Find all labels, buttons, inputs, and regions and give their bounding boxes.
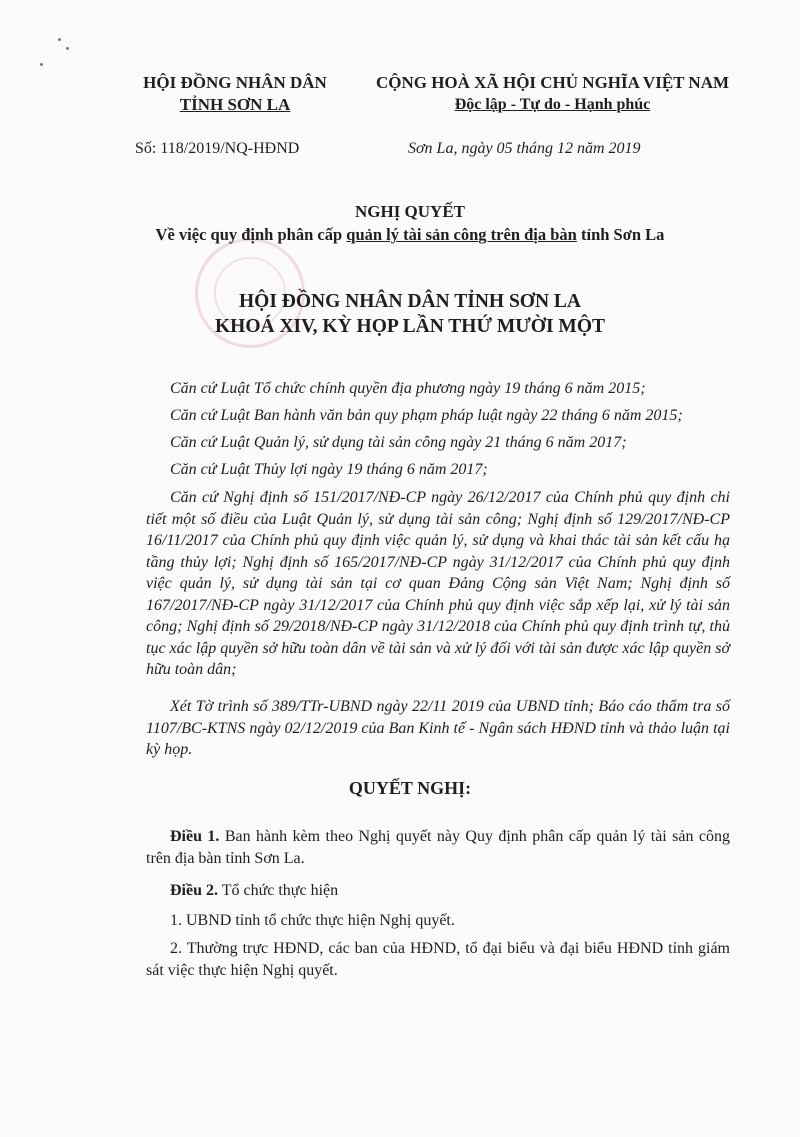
legal-basis-1: Căn cứ Luật Tổ chức chính quyền địa phương ngày 19 tháng 6 năm 2015; <box>170 380 646 397</box>
scan-speck <box>66 47 69 50</box>
title-subject-pre: Về việc quy định phân cấp <box>155 225 347 244</box>
document-title <box>90 200 730 246</box>
article-1-label: Điều 1. <box>170 828 220 845</box>
org-name-line2: TỈNH SƠN LA <box>179 95 291 114</box>
national-motto <box>355 72 750 116</box>
legal-basis-decrees: Căn cứ Nghị định số 151/2017/NĐ-CP ngày 26/12/2017 của Chính phủ quy định chi tiết một số điều của Luật Quản lý, sử dụng tài sản công; Nghị định số 129/2017/NĐ-CP 16/11/2017 của Chính phủ quy định việc quản lý, sử dụng và khai thác tài sản kết cấu hạ tầng thủy lợi; Nghị định số 165/2017/NĐ-CP ngày 31/12/2017 của Chính phủ quy định việc quản lý, sử dụng tài sản tại cơ quan Đảng Cộng sản Việt Nam; Nghị định số 167/2017/NĐ-CP ngày 31/12/2017 của Chính phủ quy định việc sắp xếp lại, xử lý tài sản công; Nghị định số 29/2018/NĐ-CP ngày 31/12/2018 của Chính phủ quy định trình tự, thủ tục xác lập quyền sở hữu toàn dân về tài sản và xử lý đối với tài sản được xác lập quyền sở hữu toàn dân; <box>146 489 730 678</box>
place-and-date: Sơn La, ngày 05 tháng 12 năm 2019 <box>408 140 641 157</box>
consideration-paragraph: Xét Tờ trình số 389/TTr-UBND ngày 22/11 2019 của UBND tỉnh; Báo cáo thẩm tra số 1107/BC-KTNS ngày 02/12/2019 của Ban Kinh tế - Ngân sách HĐND tỉnh và thảo luận tại kỳ họp. <box>146 698 730 758</box>
title-subject-post: tỉnh Sơn La <box>576 225 665 244</box>
article-2-label: Điều 2. <box>170 882 218 899</box>
article-2-item-1: 1. UBND tỉnh tổ chức thực hiện Nghị quyết. <box>170 912 455 929</box>
title-subject <box>90 223 730 246</box>
title-subject-underlined: quản lý tài sản công trên địa bàn <box>346 225 577 244</box>
legal-basis-4: Căn cứ Luật Thủy lợi ngày 19 tháng 6 năm 2017; <box>170 461 488 478</box>
org-name-line1: HỘI ĐỒNG NHÂN DÂN <box>143 73 327 92</box>
council-line1: HỘI ĐỒNG NHÂN DÂN TỈNH SƠN LA <box>238 291 581 312</box>
article-2 <box>146 880 730 902</box>
title-main: NGHỊ QUYẾT <box>354 202 466 221</box>
council-line2: KHOÁ XIV, KỲ HỌP LẦN THỨ MƯỜI MỘT <box>214 316 606 337</box>
article-2-text: Tổ chức thực hiện <box>218 882 339 899</box>
article-1 <box>146 826 730 869</box>
decision-heading: QUYẾT NGHỊ: <box>348 778 472 798</box>
nation-name: CỘNG HOÀ XÃ HỘI CHỦ NGHĨA VIỆT NAM <box>375 73 730 92</box>
document-number: Số: 118/2019/NQ-HĐND <box>135 140 300 157</box>
scan-speck <box>58 38 61 41</box>
motto: Độc lập - Tự do - Hạnh phúc <box>454 96 651 113</box>
legal-basis-3: Căn cứ Luật Quản lý, sử dụng tài sản công ngày 21 tháng 6 năm 2017; <box>170 434 627 451</box>
scan-speck <box>40 63 43 66</box>
issuing-organization <box>130 72 340 116</box>
article-2-item-2: 2. Thường trực HĐND, các ban của HĐND, tổ đại biểu và đại biểu HĐND tỉnh giám sát việc thực hiện Nghị quyết. <box>146 940 730 979</box>
legal-basis-2: Căn cứ Luật Ban hành văn bản quy phạm pháp luật ngày 22 tháng 6 năm 2015; <box>170 407 683 424</box>
council-heading <box>90 289 730 339</box>
article-1-text: Ban hành kèm theo Nghị quyết này Quy định phân cấp quản lý tài sản công trên địa bàn tỉnh Sơn La. <box>146 828 731 867</box>
